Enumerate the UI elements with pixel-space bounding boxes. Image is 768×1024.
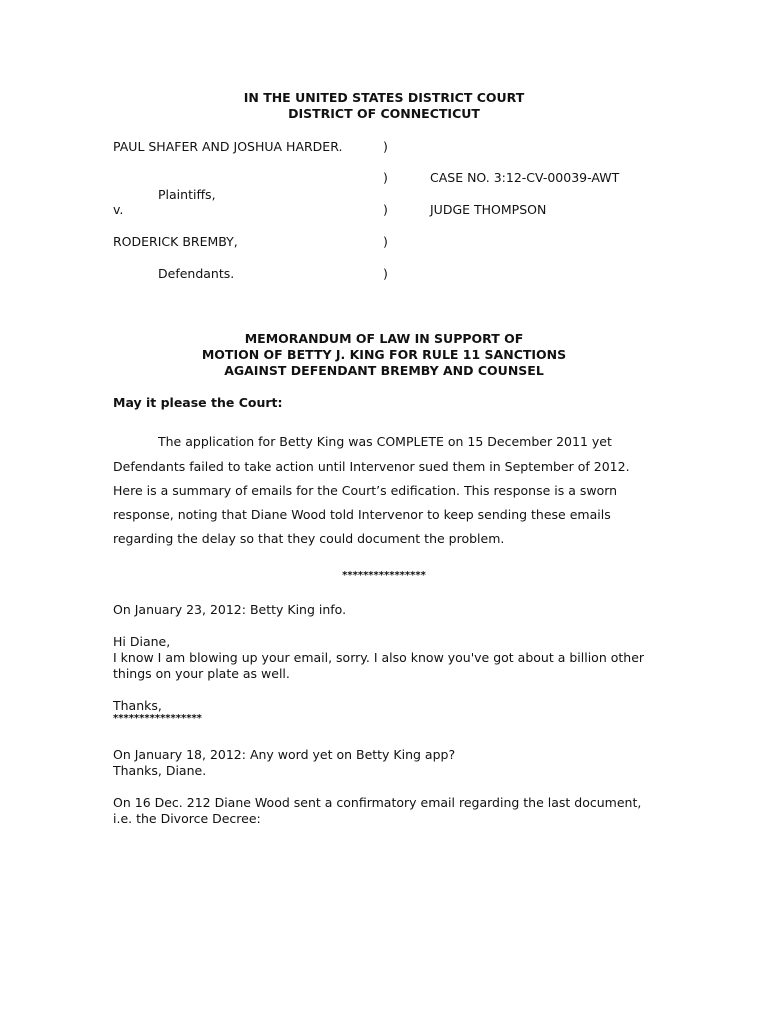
caption-paren: )	[383, 266, 388, 281]
email-closing: Thanks,	[113, 698, 162, 713]
caption-paren: )	[383, 170, 388, 185]
email-body-line: things on your plate as well.	[113, 666, 290, 681]
versus-label: v.	[113, 202, 124, 217]
email-header: On January 23, 2012: Betty King info.	[113, 602, 347, 617]
email-separator: *****************	[113, 713, 202, 724]
email-body-line: i.e. the Divorce Decree:	[113, 811, 261, 826]
caption-paren: )	[383, 234, 388, 249]
plaintiffs-label: Plaintiffs,	[158, 187, 216, 202]
salutation: May it please the Court:	[113, 395, 283, 410]
email-header: On January 18, 2012: Any word yet on Betty King app?	[113, 747, 456, 762]
email-body-line: Thanks, Diane.	[113, 763, 207, 778]
memo-title-line3: AGAINST DEFENDANT BREMBY AND COUNSEL	[224, 363, 544, 378]
paragraph-line: response, noting that Diane Wood told Intervenor to keep sending these emails	[113, 507, 611, 522]
paragraph-line: The application for Betty King was COMPLETE on 15 December 2011 yet	[158, 434, 612, 449]
memo-title-line2: MOTION OF BETTY J. KING FOR RULE 11 SANCTIONS	[201, 347, 567, 362]
paragraph-line: Defendants failed to take action until Intervenor sued them in September of 2012.	[113, 459, 630, 474]
paragraph-line: regarding the delay so that they could document the problem.	[113, 531, 505, 546]
court-heading-line2: DISTRICT OF CONNECTICUT	[288, 106, 480, 121]
court-heading-line1: IN THE UNITED STATES DISTRICT COURT	[243, 90, 525, 105]
case-number: CASE NO. 3:12-CV-00039-AWT	[430, 170, 620, 185]
defendants-label: Defendants.	[158, 266, 235, 281]
paragraph-line: Here is a summary of emails for the Court’s edification. This response is a sworn	[113, 483, 618, 498]
defendant-name: RODERICK BREMBY,	[113, 234, 238, 249]
memo-title-line1: MEMORANDUM OF LAW IN SUPPORT OF	[244, 331, 524, 346]
plaintiff-names: PAUL SHAFER AND JOSHUA HARDER.	[113, 139, 343, 154]
separator: ****************	[342, 570, 426, 581]
caption-paren: )	[383, 202, 388, 217]
judge-name: JUDGE THOMPSON	[430, 202, 547, 217]
caption-paren: )	[383, 139, 388, 154]
email-body-line: I know I am blowing up your email, sorry. I also know you've got about a billion other	[113, 650, 645, 665]
email-header: On 16 Dec. 212 Diane Wood sent a confirmatory email regarding the last document,	[113, 795, 642, 810]
email-greeting: Hi Diane,	[113, 634, 171, 649]
